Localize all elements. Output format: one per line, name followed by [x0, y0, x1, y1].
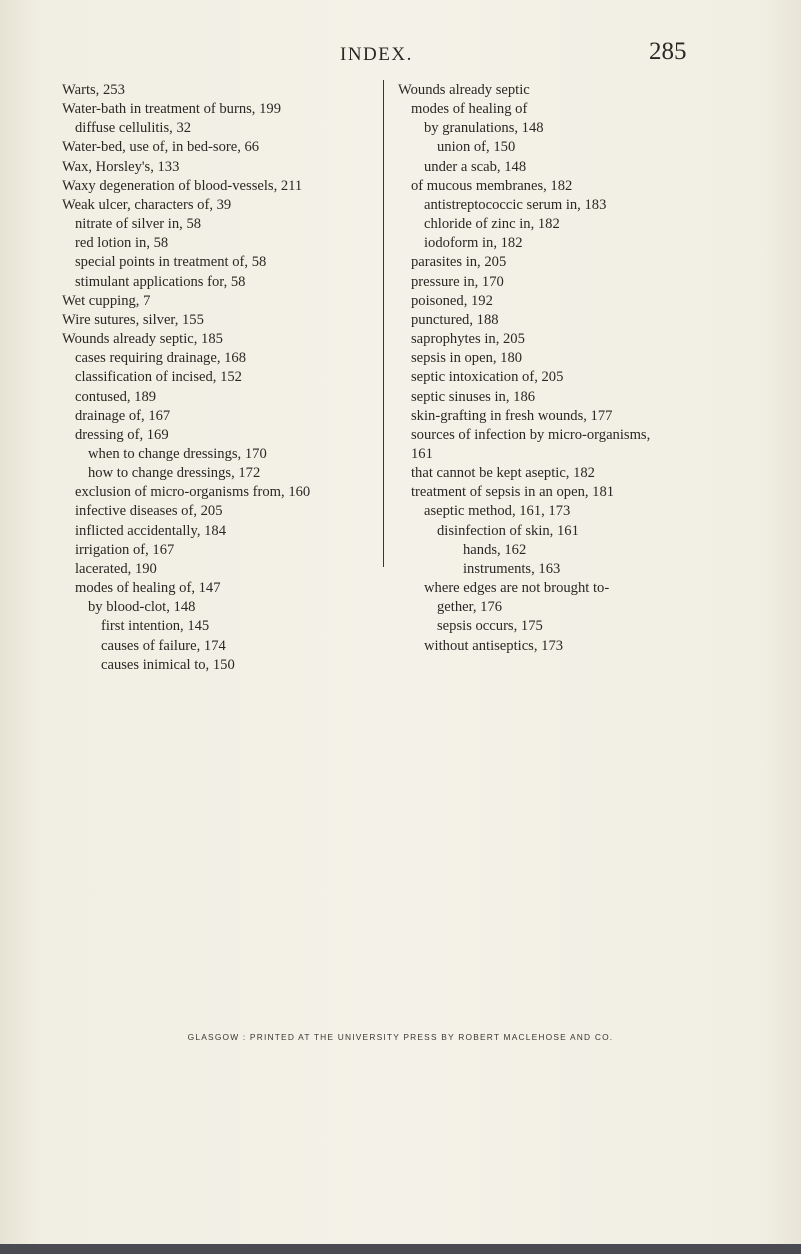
index-entry: contused, 189	[75, 388, 157, 405]
index-entry: infective diseases of, 205	[75, 503, 223, 520]
index-entry: septic sinuses in, 186	[411, 388, 536, 405]
index-entry: dressing of, 169	[75, 426, 169, 443]
index-column-right	[398, 81, 758, 656]
index-entry: that cannot be kept aseptic, 182	[411, 465, 595, 482]
index-entry: punctured, 188	[411, 311, 499, 328]
index-column-left	[62, 81, 382, 675]
index-entry: Wire sutures, silver, 155	[62, 311, 204, 328]
index-entry: first intention, 145	[101, 618, 210, 635]
running-head	[0, 38, 801, 78]
index-entry: of mucous membranes, 182	[411, 177, 573, 194]
index-entry: stimulant applications for, 58	[75, 273, 246, 290]
index-entry: pressure in, 170	[411, 273, 504, 290]
index-entry: lacerated, 190	[75, 560, 157, 577]
index-entry: Wet cupping, 7	[62, 292, 151, 309]
index-entry: chloride of zinc in, 182	[424, 216, 560, 233]
index-entry: causes inimical to, 150	[101, 656, 235, 673]
page-title: INDEX.	[340, 44, 413, 65]
index-entry: gether, 176	[437, 599, 503, 616]
index-entry: Warts, 253	[62, 82, 125, 98]
index-entry: septic intoxication of, 205	[411, 369, 564, 386]
index-entry: exclusion of micro-organisms from, 160	[75, 484, 311, 501]
index-entry: Wax, Horsley's, 133	[62, 158, 180, 175]
index-entry: parasites in, 205	[411, 254, 507, 271]
index-entry: red lotion in, 58	[75, 235, 169, 252]
index-entry: Water-bed, use of, in bed-sore, 66	[62, 139, 260, 156]
index-entry: diffuse cellulitis, 32	[75, 120, 192, 137]
index-entry: under a scab, 148	[424, 158, 527, 175]
index-entry: where edges are not brought to-	[424, 580, 610, 597]
index-entry: classification of incised, 152	[75, 369, 242, 386]
index-entry: antistreptococcic serum in, 183	[424, 196, 607, 213]
index-entry: modes of healing of, 147	[75, 580, 221, 597]
index-entry: Waxy degeneration of blood-vessels, 211	[62, 177, 303, 194]
index-entry: drainage of, 167	[75, 407, 171, 424]
index-entry: how to change dressings, 172	[88, 465, 261, 482]
index-entry: Wounds already septic	[398, 82, 530, 98]
index-entry: special points in treatment of, 58	[75, 254, 267, 271]
index-entry: by blood-clot, 148	[88, 599, 196, 616]
index-entry: sources of infection by micro-organisms,	[411, 426, 651, 443]
index-entry: cases requiring drainage, 168	[75, 350, 247, 367]
index-entry: hands, 162	[463, 541, 527, 558]
index-entry: iodoform in, 182	[424, 235, 523, 252]
index-entry: skin-grafting in fresh wounds, 177	[411, 407, 613, 424]
index-entry: modes of healing of	[411, 101, 528, 118]
index-entry: without antiseptics, 173	[424, 637, 564, 654]
index-entry: aseptic method, 161, 173	[424, 503, 571, 520]
index-entry: 161	[411, 445, 433, 462]
index-entry: saprophytes in, 205	[411, 331, 525, 348]
column-divider	[383, 80, 384, 567]
index-entry: instruments, 163	[463, 560, 561, 577]
index-entry: sepsis in open, 180	[411, 350, 523, 367]
index-entry: inflicted accidentally, 184	[75, 522, 227, 539]
index-entry: Water-bath in treatment of burns, 199	[62, 101, 281, 118]
index-entry: Wounds already septic, 185	[62, 331, 223, 348]
index-entry: disinfection of skin, 161	[437, 522, 579, 539]
index-entry: by granulations, 148	[424, 120, 544, 137]
index-entry: union of, 150	[437, 139, 516, 156]
index-entry: treatment of sepsis in an open, 181	[411, 484, 615, 501]
index-entry: nitrate of silver in, 58	[75, 216, 202, 233]
index-entry: irrigation of, 167	[75, 541, 175, 558]
index-entry: causes of failure, 174	[101, 637, 226, 654]
index-entry: when to change dressings, 170	[88, 445, 267, 462]
index-entry: sepsis occurs, 175	[437, 618, 543, 635]
scan-edge	[0, 1244, 801, 1254]
index-entry: Weak ulcer, characters of, 39	[62, 196, 232, 213]
page-number: 285	[649, 38, 687, 65]
printer-imprint: GLASGOW : PRINTED AT THE UNIVERSITY PRESS BY ROBERT MACLEHOSE AND CO.	[187, 1032, 614, 1042]
index-entry: poisoned, 192	[411, 292, 493, 309]
